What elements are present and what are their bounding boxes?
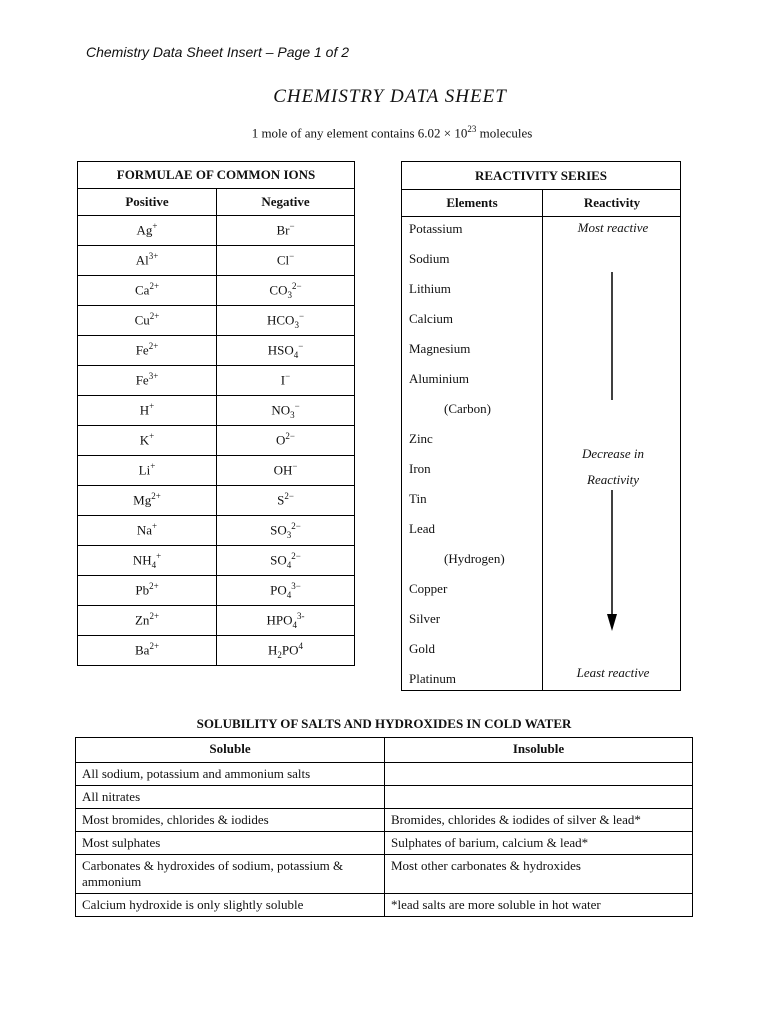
- ion-charge: +: [149, 401, 155, 412]
- least-reactive-label: Least reactive: [576, 665, 650, 680]
- solubility-row: [76, 786, 693, 809]
- ion-symbol: Fe: [135, 342, 149, 358]
- positive-ion: [78, 366, 217, 396]
- solubility-col-soluble: Soluble: [76, 738, 385, 763]
- positive-ion: [78, 246, 217, 276]
- insoluble-cell: [385, 786, 693, 809]
- ion-row: [78, 546, 355, 576]
- positive-ion: [78, 426, 217, 456]
- insoluble-cell: [385, 763, 693, 786]
- negative-ion: [217, 396, 355, 426]
- ion-row: [78, 456, 355, 486]
- ion-charge: −: [289, 221, 295, 232]
- ion-symbol: SO: [270, 552, 287, 568]
- ion-row: [78, 606, 355, 636]
- reactivity-element: Aluminium: [409, 371, 469, 386]
- ion-subscript: 2: [277, 649, 282, 660]
- solubility-row: [76, 763, 693, 786]
- ion-symbol: K: [139, 432, 150, 448]
- ion-charge: −: [294, 401, 300, 412]
- ion-symbol: NO: [271, 402, 291, 418]
- ion-row: [78, 336, 355, 366]
- mole-exponent: 23: [467, 124, 477, 134]
- page-header: Chemistry Data Sheet Insert – Page 1 of 2: [86, 44, 350, 60]
- reactivity-element: Lead: [409, 521, 435, 536]
- negative-ion: [217, 306, 355, 336]
- reactivity-element: Gold: [409, 641, 435, 656]
- reactivity-col-elements: Elements: [402, 189, 542, 217]
- ion-row: [78, 636, 355, 666]
- ion-symbol: HSO: [267, 342, 294, 358]
- positive-ion: [78, 216, 217, 246]
- decrease-label-2: Reactivity: [587, 472, 639, 487]
- ion-charge: 2−: [291, 281, 302, 292]
- ion-symbol: Ag: [136, 222, 153, 238]
- ion-symbol-tail: PO: [281, 642, 299, 658]
- ion-row: [78, 426, 355, 456]
- positive-ion: [78, 456, 217, 486]
- ion-subscript: 4: [293, 349, 299, 360]
- reactivity-element: Potassium: [409, 221, 463, 236]
- negative-ion: [217, 636, 355, 666]
- negative-ion: [217, 426, 355, 456]
- ion-charge: −: [292, 461, 298, 472]
- reactivity-panel: [401, 161, 681, 691]
- negative-ion: [217, 606, 355, 636]
- ion-symbol: Li: [138, 462, 151, 478]
- ion-charge: −: [289, 251, 295, 262]
- ion-subscript: 3: [287, 289, 292, 300]
- insoluble-cell: *lead salts are more soluble in hot water: [385, 894, 693, 917]
- ion-symbol: Fe: [135, 372, 149, 388]
- ion-symbol: PO: [270, 582, 287, 598]
- ion-row: [78, 276, 355, 306]
- negative-ion: [217, 216, 355, 246]
- positive-ion: [78, 486, 217, 516]
- ion-charge: 2−: [291, 551, 301, 562]
- ion-charge: 4: [298, 641, 303, 652]
- negative-ion: [217, 546, 355, 576]
- reactivity-element: Zinc: [409, 431, 433, 446]
- insoluble-cell: Most other carbonates & hydroxides: [385, 855, 693, 894]
- ion-subscript: 3: [286, 529, 292, 540]
- ion-symbol: Br: [276, 222, 290, 238]
- ion-symbol: Ba: [134, 642, 150, 658]
- solubility-title: SOLUBILITY OF SALTS AND HYDROXIDES IN COLD WATER: [196, 716, 572, 731]
- solubility-table: [75, 737, 693, 917]
- ion-charge: 2+: [149, 611, 160, 622]
- ion-charge: +: [149, 431, 155, 442]
- ion-symbol: Zn: [134, 612, 150, 628]
- reactivity-element: Lithium: [409, 281, 451, 296]
- ion-symbol: H: [139, 402, 150, 418]
- ion-row: [78, 396, 355, 426]
- negative-ion: [217, 276, 355, 306]
- ion-charge: 2+: [149, 281, 160, 292]
- ion-subscript: 4: [151, 559, 157, 570]
- ion-row: [78, 576, 355, 606]
- positive-ion: [78, 336, 217, 366]
- ion-charge: 2+: [149, 581, 159, 592]
- ion-charge: 2+: [151, 491, 161, 502]
- positive-ion: [78, 576, 217, 606]
- ion-charge: 2+: [149, 641, 160, 652]
- ion-symbol: Al: [135, 252, 149, 268]
- ion-symbol: H: [267, 642, 278, 658]
- reactivity-col-reactivity: Reactivity: [543, 189, 681, 217]
- positive-ion: [78, 306, 217, 336]
- reactivity-element: Silver: [409, 611, 441, 626]
- negative-ion: [217, 516, 355, 546]
- ion-charge: 2−: [291, 521, 301, 532]
- positive-ion: [78, 396, 217, 426]
- reactivity-element: Tin: [409, 491, 427, 506]
- ion-symbol: NH: [132, 552, 152, 568]
- arrow-down-icon: [607, 614, 617, 631]
- ion-subscript: 4: [292, 619, 297, 630]
- ion-row: [78, 216, 355, 246]
- negative-ion: [217, 456, 355, 486]
- solubility-row: [76, 832, 693, 855]
- reactivity-element: Copper: [409, 581, 448, 596]
- positive-ion: [78, 276, 217, 306]
- soluble-cell: Most bromides, chlorides & iodides: [76, 809, 385, 832]
- ion-symbol: I: [280, 372, 286, 388]
- soluble-cell: Carbonates & hydroxides of sodium, potassium & ammonium: [76, 855, 385, 894]
- ion-charge: 2−: [284, 491, 294, 502]
- ion-subscript: 3: [294, 319, 299, 330]
- ion-symbol: OH: [273, 462, 293, 478]
- negative-ion: [217, 366, 355, 396]
- positive-ion: [78, 546, 217, 576]
- negative-ion: [217, 486, 355, 516]
- reactivity-element: (Hydrogen): [444, 551, 505, 566]
- ion-charge: +: [152, 521, 158, 532]
- ion-symbol: CO: [269, 282, 288, 298]
- soluble-cell: All sodium, potassium and ammonium salts: [76, 763, 385, 786]
- ions-title: FORMULAE OF COMMON IONS: [78, 162, 355, 189]
- insoluble-cell: Bromides, chlorides & iodides of silver & lead*: [385, 809, 693, 832]
- solubility-col-insoluble: Insoluble: [385, 738, 693, 763]
- mole-suffix: molecules: [476, 125, 533, 141]
- solubility-row: [76, 894, 693, 917]
- most-reactive-label: Most reactive: [577, 220, 649, 235]
- ion-charge: 2+: [149, 311, 160, 322]
- ion-charge: −: [298, 311, 305, 322]
- mole-statement: [0, 124, 768, 141]
- ion-symbol: Na: [136, 522, 153, 538]
- negative-ion: [217, 246, 355, 276]
- ion-charge: −: [285, 371, 291, 382]
- positive-ion: [78, 636, 217, 666]
- negative-ion: [217, 576, 355, 606]
- ion-charge: −: [298, 341, 304, 352]
- negative-ion: [217, 336, 355, 366]
- ion-row: [78, 246, 355, 276]
- ion-charge: +: [156, 551, 162, 562]
- insoluble-cell: Sulphates of barium, calcium & lead*: [385, 832, 693, 855]
- ion-symbol: SO: [270, 522, 287, 538]
- reactivity-element: Calcium: [409, 311, 454, 326]
- ion-symbol: Cu: [134, 312, 150, 328]
- reactivity-element: Sodium: [409, 251, 450, 266]
- positive-ion: [78, 606, 217, 636]
- positive-ion: [78, 516, 217, 546]
- soluble-cell: Most sulphates: [76, 832, 385, 855]
- reactivity-element: Iron: [409, 461, 431, 476]
- ion-row: [78, 486, 355, 516]
- soluble-cell: Calcium hydroxide is only slightly soluble: [76, 894, 385, 917]
- ion-row: [78, 366, 355, 396]
- ion-subscript: 4: [286, 589, 292, 600]
- ions-col-negative: Negative: [217, 189, 355, 216]
- reactivity-element: Platinum: [409, 671, 456, 686]
- ion-symbol: Mg: [133, 492, 152, 508]
- ions-col-positive: Positive: [78, 189, 217, 216]
- ion-charge: +: [152, 221, 158, 232]
- ion-symbol: Cl: [276, 252, 290, 268]
- reactivity-element: (Carbon): [444, 401, 491, 416]
- ion-charge: 3−: [291, 581, 301, 592]
- reactivity-element: Magnesium: [409, 341, 471, 356]
- ion-subscript: 4: [286, 559, 292, 570]
- ion-symbol: Ca: [134, 282, 150, 298]
- ion-symbol: HCO: [266, 312, 295, 328]
- ion-charge: 2+: [148, 341, 159, 352]
- soluble-cell: All nitrates: [76, 786, 385, 809]
- solubility-row: [76, 809, 693, 832]
- ion-subscript: 3: [290, 409, 295, 420]
- decrease-label-1: Decrease in: [582, 446, 644, 461]
- ion-symbol: O: [276, 432, 286, 448]
- ion-charge: 3+: [148, 371, 159, 382]
- ion-symbol: HPO: [266, 612, 293, 628]
- ion-symbol: S: [277, 492, 285, 508]
- ion-symbol: Pb: [135, 582, 150, 598]
- solubility-row: [76, 855, 693, 894]
- ion-charge: 3-: [297, 611, 305, 622]
- reactivity-title: REACTIVITY SERIES: [402, 162, 680, 190]
- page-title: CHEMISTRY DATA SHEET: [273, 86, 507, 107]
- ion-charge: 2−: [285, 431, 295, 442]
- ions-table: [77, 161, 355, 666]
- ion-row: [78, 516, 355, 546]
- ion-row: [78, 306, 355, 336]
- ion-charge: 3+: [148, 251, 159, 262]
- mole-prefix: 1 mole of any element contains 6.02 × 10: [251, 125, 468, 141]
- ion-charge: +: [150, 461, 156, 472]
